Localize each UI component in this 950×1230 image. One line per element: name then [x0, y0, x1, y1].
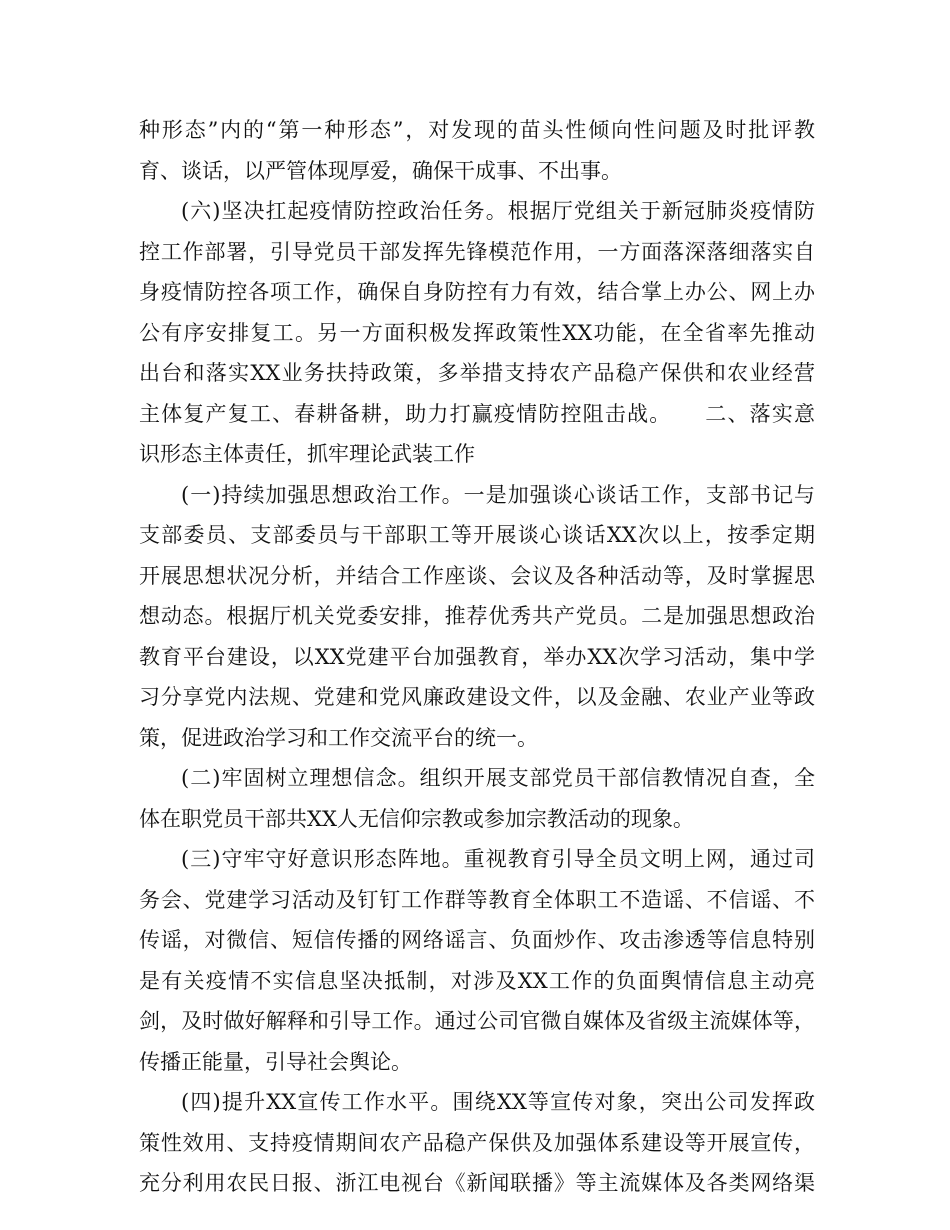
- text-line: 育、谈话，以严管体现厚爱，确保干成事、不出事。: [139, 158, 622, 183]
- text-line: 策，促进政治学习和工作交流平台的统一。: [139, 725, 538, 750]
- text-line: 是有关疫情不实信息坚决抵制，对涉及XX工作的负面舆情信息主动亮: [139, 968, 815, 993]
- text-line: 体在职党员干部共XX人无信仰宗教或参加宗教活动的现象。: [139, 806, 694, 831]
- text-line: 公有序安排复工。另一方面积极发挥政策性XX功能，在全省率先推动: [139, 320, 815, 345]
- text-line: 剑，及时做好解释和引导工作。通过公司官微自媒体及省级主流媒体等，: [139, 1009, 815, 1033]
- text-line: 控工作部署，引导党员干部发挥先锋模范作用，一方面落深落细落实自: [139, 239, 815, 264]
- paragraph-heading-line: (三)守牢守好意识形态阵地。重视教育引导全员文明上网，通过司: [181, 847, 815, 871]
- paragraph-heading-line: (四)提升XX宣传工作水平。围绕XX等宣传对象，突出公司发挥政: [181, 1090, 815, 1114]
- document-body: [139, 110, 815, 1204]
- paragraph-heading-line: (二)牢固树立理想信念。组织开展支部党员干部信教情况自查，全: [181, 766, 815, 790]
- text-line: 务会、党建学习活动及钉钉工作群等教育全体职工不造谣、不信谣、不: [139, 887, 815, 912]
- text-line: 开展思想状况分析，并结合工作座谈、会议及各种活动等，及时掌握思: [139, 563, 815, 588]
- text-line: 充分利用农民日报、浙江电视台《新闻联播》等主流媒体及各类网络渠: [139, 1171, 815, 1195]
- paragraph-heading-line: (一)持续加强思想政治工作。一是加强谈心谈话工作，支部书记与: [181, 482, 815, 507]
- text-line: 策性效用、支持疫情期间农产品稳产保供及加强体系建设等开展宣传，: [139, 1130, 815, 1155]
- text-line: 识形态主体责任，抓牢理论武装工作: [139, 442, 475, 466]
- text-line: 想动态。根据厅机关党委安排，推荐优秀共产党员。二是加强思想政治: [139, 604, 815, 628]
- text-line: 出台和落实XX业务扶持政策，多举措支持农产品稳产保供和农业经营: [139, 361, 815, 385]
- text-line: 主体复产复工、春耕备耕，助力打赢疫情防控阻击战。 二、落实意: [139, 401, 815, 426]
- text-line: 教育平台建设，以XX党建平台加强教育，举办XX次学习活动，集中学: [139, 644, 815, 669]
- text-line: 种形态”内的“第一种形态”，对发现的苗头性倾向性问题及时批评教: [139, 118, 815, 142]
- text-line: 支部委员、支部委员与干部职工等开展谈心谈话XX次以上，按季定期: [139, 523, 815, 547]
- text-line: 传播正能量，引导社会舆论。: [139, 1049, 412, 1074]
- paragraph-heading-line: (六)坚决扛起疫情防控政治任务。根据厅党组关于新冠肺炎疫情防: [181, 199, 815, 223]
- text-line: 传谣，对微信、短信传播的网络谣言、负面炒作、攻击渗透等信息特别: [139, 928, 815, 952]
- text-line: 习分享党内法规、党建和党风廉政建设文件，以及金融、农业产业等政: [139, 685, 815, 709]
- text-line: 身疫情防控各项工作，确保自身防控有力有效，结合掌上办公、网上办: [139, 280, 815, 304]
